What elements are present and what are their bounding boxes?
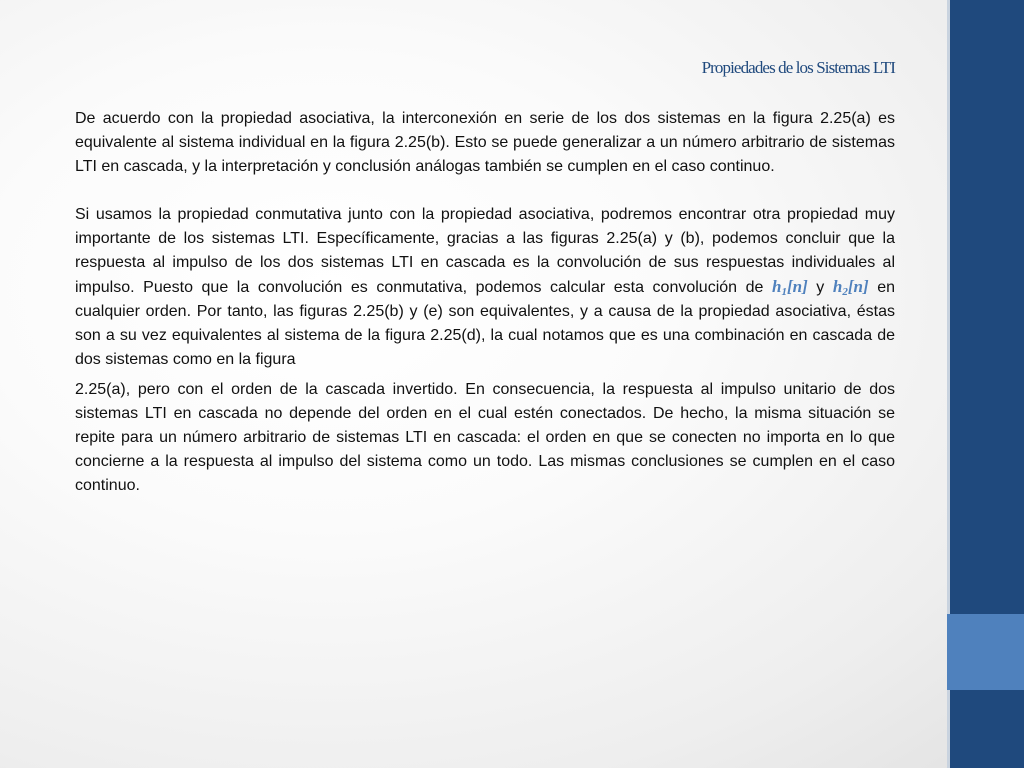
math-argument: [n] — [786, 277, 808, 296]
slide-title: Propiedades de los Sistemas LTI — [701, 58, 895, 77]
slide-body — [75, 107, 895, 498]
paragraph-text: Si usamos la propiedad conmutativa junto con la propiedad asociativa, podremos encontrar otra propiedad muy importante de los sistemas LTI. Específicamente, gracias a las figuras 2.25(a) y (b), podemos concluir que la respuesta al impulso de los dos sistemas LTI en cascada es la convolución de sus respuestas individuales al impulso. Puesto que la convolución es conmutativa, podemos calcular esta convolución de — [75, 206, 895, 296]
paragraph-conclusion: 2.25(a), pero con el orden de la cascada invertido. En consecuencia, la respuesta al impulso unitario de dos sistemas LTI en cascada no depende del orden en el cual estén conectados. De hecho, la misma situación se repite para un número arbitrario de sistemas LTI en cascada: el orden en que se conecten no importa en lo que concierne a la respuesta al impulso del sistema como un todo. Las mismas conclusiones se cumplen en el caso continuo. — [75, 381, 895, 494]
math-argument: [n] — [847, 277, 869, 296]
math-h2-n — [833, 277, 869, 296]
paragraph-associative: De acuerdo con la propiedad asociativa, la interconexión en serie de los dos sistemas en la figura 2.25(a) es equivalente al sistema individual en la figura 2.25(b). Esto se puede generalizar a un número arbitrario de sistemas LTI en cascada, y la interpretación y conclusión análogas también se cumplen en el caso continuo. — [75, 110, 895, 175]
math-subscript: 2 — [842, 286, 848, 298]
math-h1-n — [772, 277, 808, 296]
math-symbol: h — [832, 277, 843, 296]
paragraph-text: y — [807, 279, 833, 296]
math-symbol: h — [771, 277, 782, 296]
paragraph-text: en cualquier orden. Por tanto, las figuras 2.25(b) y (e) son equivalentes, y a causa de la propiedad asociativa, éstas son a su vez equivalentes al sistema de la figura 2.25(d), la cual notamos que es una combinación en cascada de dos sistemas como en la figura — [75, 279, 895, 368]
paragraph-commutative — [75, 203, 895, 372]
side-decoration-bar — [947, 0, 1024, 768]
side-bar-accent-block — [947, 614, 1024, 690]
math-subscript: 1 — [781, 286, 787, 298]
